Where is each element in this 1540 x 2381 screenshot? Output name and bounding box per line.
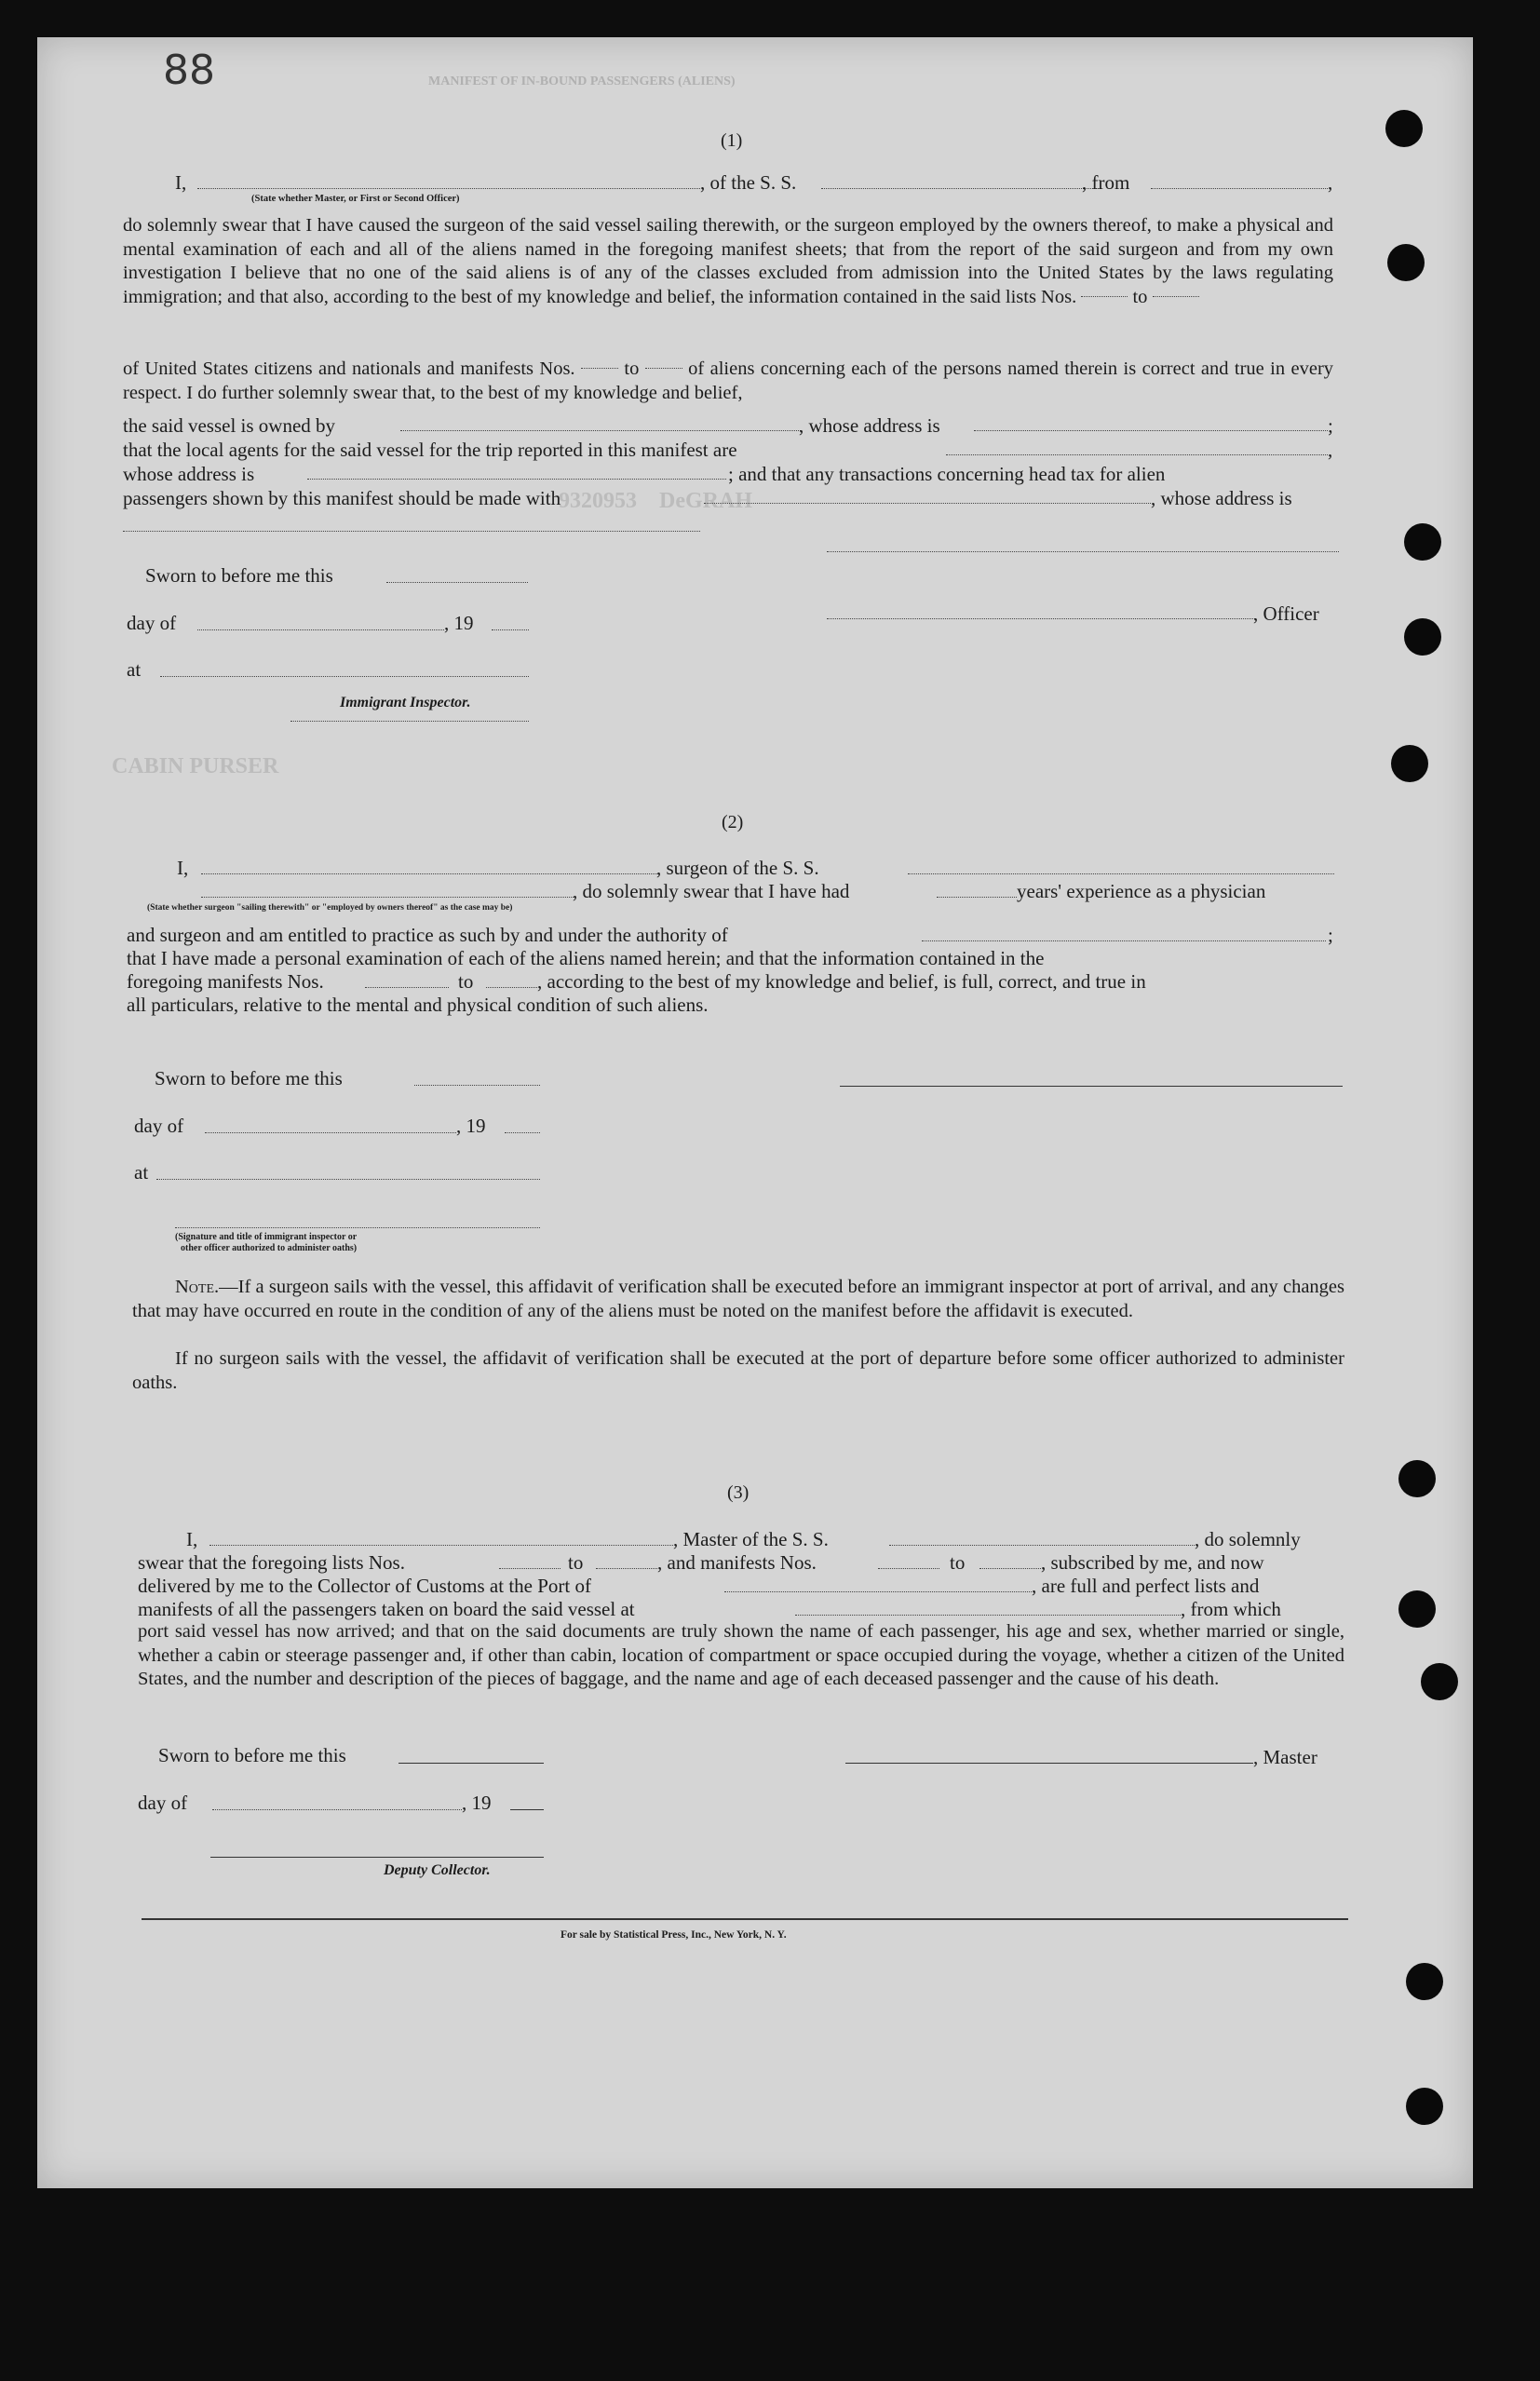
master-vessel-field[interactable] bbox=[889, 1545, 1195, 1546]
surgeon-of-label: , surgeon of the S. S. bbox=[656, 857, 819, 879]
sworn-label-1: Sworn to before me this bbox=[145, 564, 333, 587]
section-1-heading: (1) bbox=[721, 130, 743, 151]
day-of-field-3[interactable] bbox=[212, 1809, 462, 1810]
para-text: do solemnly swear that I have caused the surgeon of the said vessel sailing therewith, or the surgeon employed by the owners thereof, to make a physical and mental examination of each and all of the aliens named in the foregoing manifest sheets; that from the report of the said surgeon and from my own investigation I believe that no one of the said aliens is of any of the classes excluded from admission into the United States by the laws regulating immigration; and that also, according to the best of my knowledge and belief, the information contained in the said lists Nos. bbox=[123, 215, 1333, 307]
binder-hole bbox=[1385, 110, 1423, 147]
master-label: , Master bbox=[1253, 1746, 1317, 1768]
binder-hole bbox=[1387, 244, 1425, 281]
section-1-paragraph-2 bbox=[123, 358, 1333, 405]
manifests-from-field-3[interactable] bbox=[878, 1568, 939, 1569]
section-1-paragraph bbox=[123, 214, 1333, 309]
officer-i: I, bbox=[175, 171, 187, 194]
year-label-1: , 19 bbox=[444, 612, 474, 634]
master-name-field[interactable] bbox=[209, 1545, 673, 1546]
surgeon-signature-field[interactable] bbox=[840, 1086, 1343, 1087]
year-field-1[interactable] bbox=[492, 629, 529, 630]
port-field[interactable] bbox=[724, 1591, 1032, 1592]
to-label-3b: to bbox=[950, 1551, 966, 1574]
years-field[interactable] bbox=[937, 897, 1017, 898]
year-field-2[interactable] bbox=[505, 1132, 540, 1133]
officer-name-field[interactable] bbox=[197, 188, 700, 189]
agents-address-label: whose address is bbox=[123, 463, 255, 485]
authority-semicolon: ; bbox=[1328, 924, 1333, 946]
head-tax-text: ; and that any transactions concerning head tax for alien bbox=[728, 463, 1166, 485]
binder-hole bbox=[1421, 1663, 1458, 1700]
lists-from-field-3[interactable] bbox=[499, 1568, 561, 1569]
particulars-text: all particulars, relative to the mental and physical condition of such aliens. bbox=[127, 994, 709, 1016]
inspector-signature-field[interactable] bbox=[290, 721, 529, 722]
lists-to-field[interactable] bbox=[1153, 296, 1199, 297]
lists-to-field-3[interactable] bbox=[596, 1568, 657, 1569]
agents-address-field[interactable] bbox=[307, 479, 726, 480]
owner-semicolon: ; bbox=[1328, 414, 1333, 437]
lists-from-field[interactable] bbox=[1081, 296, 1128, 297]
agents-label: that the local agents for the said vessel for the trip reported in this manifest are bbox=[123, 439, 737, 461]
binder-hole bbox=[1398, 1460, 1436, 1497]
officer-label: , Officer bbox=[1253, 602, 1319, 625]
para-text: of United States citizens and nationals and manifests Nos. bbox=[123, 359, 575, 379]
master-i: I, bbox=[186, 1528, 198, 1550]
manifests-to-field-3[interactable] bbox=[979, 1568, 1041, 1569]
bleed-through-text: MANIFEST OF IN-BOUND PASSENGERS (ALIENS) bbox=[428, 74, 736, 88]
officer-signature-line-top[interactable] bbox=[827, 551, 1339, 552]
passengers-label: passengers shown by this manifest should be made with bbox=[123, 487, 561, 509]
agents-field[interactable] bbox=[946, 454, 1328, 455]
sworn-date-field-1[interactable] bbox=[386, 582, 528, 583]
manifests-to-label: to bbox=[458, 970, 474, 993]
immigrant-inspector-label: Immigrant Inspector. bbox=[340, 695, 471, 710]
and-manifests-label: , and manifests Nos. bbox=[657, 1551, 817, 1574]
sworn-label-3: Sworn to before me this bbox=[158, 1744, 346, 1766]
manifest-to-field[interactable] bbox=[645, 368, 682, 369]
from-comma: , bbox=[1328, 171, 1333, 194]
manifests-all-label: manifests of all the passengers taken on board the said vessel at bbox=[138, 1598, 635, 1620]
year-field-3[interactable] bbox=[510, 1809, 544, 1810]
section-3-heading: (3) bbox=[727, 1482, 750, 1503]
note-text: —If a surgeon sails with the vessel, this affidavit of verification shall be executed before an immigrant inspector at port of arrival, and any changes that may have occurred en route in the condition of any of the aliens must be noted on the manifest before the affidavit is executed. bbox=[132, 1277, 1344, 1321]
delivered-label: delivered by me to the Collector of Customs at the Port of bbox=[138, 1575, 591, 1597]
owner-address-field[interactable] bbox=[974, 430, 1328, 431]
vessel-name-field[interactable] bbox=[821, 188, 1101, 189]
signature-hint-1: (Signature and title of immigrant inspector or bbox=[175, 1232, 358, 1242]
day-of-field-1[interactable] bbox=[197, 629, 444, 630]
handwritten-page-number: 88 bbox=[163, 47, 215, 94]
binder-hole bbox=[1391, 745, 1428, 782]
officer-signature-field[interactable] bbox=[827, 618, 1255, 619]
footer-imprint: For sale by Statistical Press, Inc., New York, N. Y. bbox=[561, 1929, 787, 1941]
owner-field[interactable] bbox=[400, 430, 801, 431]
exam-text: that I have made a personal examination of each of the aliens named herein; and that the information contained in the bbox=[127, 947, 1045, 969]
sworn-label-2: Sworn to before me this bbox=[155, 1067, 343, 1089]
swear-label: , do solemnly swear that I have had bbox=[573, 880, 850, 902]
from-port-field[interactable] bbox=[1151, 188, 1328, 189]
at-label-1: at bbox=[127, 658, 142, 681]
inspector-signature-field-2[interactable] bbox=[175, 1227, 540, 1228]
day-of-label-2: day of bbox=[134, 1115, 184, 1137]
deputy-collector-label: Deputy Collector. bbox=[384, 1862, 491, 1878]
year-label-2: , 19 bbox=[456, 1115, 486, 1137]
years-label: years' experience as a physician bbox=[1017, 880, 1266, 902]
deputy-signature-field[interactable] bbox=[210, 1857, 544, 1858]
agents-comma: , bbox=[1328, 439, 1333, 461]
master-signature-field[interactable] bbox=[845, 1763, 1253, 1764]
at-field-2[interactable] bbox=[156, 1179, 540, 1180]
footer-rule bbox=[142, 1918, 1348, 1920]
para-text: therein is correct and true in every respect. I do further solemnly swear that, to the best of my knowledge and belief, bbox=[123, 359, 1334, 403]
binder-hole bbox=[1404, 618, 1441, 656]
surgeon-i: I, bbox=[177, 857, 189, 879]
at-field-1[interactable] bbox=[160, 676, 529, 677]
from-label: , from bbox=[1082, 171, 1130, 194]
manifests-to-field[interactable] bbox=[486, 987, 537, 988]
authority-field[interactable] bbox=[922, 940, 1326, 941]
section-3-paragraph: port said vessel has now arrived; and that on the said documents are truly shown the name of each passenger, his age and sex, whether married or single, whether a cabin or steerage passenger and, if other than cabin, location of compartment or space occupied during the voyage, whether a citizen of the United States, and the number and description of the pieces of baggage, and the name and age of each deceased passenger and the cause of his death. bbox=[138, 1621, 1344, 1690]
head-tax-contact-field[interactable] bbox=[704, 503, 1151, 504]
manifests-text: , according to the best of my knowledge and belief, is full, correct, and true in bbox=[537, 970, 1146, 993]
surgeon-hint: (State whether surgeon "sailing therewith" or "employed by owners thereof" as the case may be) bbox=[147, 903, 513, 913]
note-label: Note. bbox=[175, 1277, 220, 1297]
manifest-from-field[interactable] bbox=[581, 368, 618, 369]
owner-address-label: , whose address is bbox=[799, 414, 940, 437]
officer-hint: (State whether Master, or First or Second Officer) bbox=[251, 194, 460, 204]
manifests-label: foregoing manifests Nos. bbox=[127, 970, 324, 993]
binder-hole bbox=[1406, 1963, 1443, 2000]
contact-address-label: , whose address is bbox=[1151, 487, 1292, 509]
subscribed-text: , subscribed by me, and now bbox=[1041, 1551, 1264, 1574]
signature-hint-2: other officer authorized to administer oaths) bbox=[181, 1243, 358, 1253]
master-of-label: , Master of the S. S. bbox=[673, 1528, 829, 1550]
year-label-3: , 19 bbox=[462, 1792, 492, 1814]
bleed-through-text: CABIN PURSER bbox=[112, 754, 279, 778]
bleed-through-text: 9320953 DeGRAH bbox=[559, 489, 752, 513]
surgeon-vessel-field[interactable] bbox=[908, 873, 1334, 874]
to-label-3a: to bbox=[568, 1551, 584, 1574]
contact-address-field[interactable] bbox=[123, 531, 700, 532]
surgeon-status-field[interactable] bbox=[201, 897, 574, 898]
binder-hole bbox=[1406, 2088, 1443, 2125]
day-of-field-2[interactable] bbox=[205, 1132, 456, 1133]
boarding-port-field[interactable] bbox=[795, 1615, 1181, 1616]
at-label-2: at bbox=[134, 1161, 149, 1184]
binder-hole bbox=[1404, 523, 1441, 561]
of-ss-label: , of the S. S. bbox=[700, 171, 797, 194]
day-of-label-3: day of bbox=[138, 1792, 188, 1814]
sworn-date-field-3[interactable] bbox=[399, 1763, 544, 1764]
solemnly-label: , do solemnly bbox=[1195, 1528, 1301, 1550]
day-of-label-1: day of bbox=[127, 612, 177, 634]
binder-hole bbox=[1398, 1590, 1436, 1628]
to-label: to bbox=[624, 359, 640, 379]
full-perfect-text: , are full and perfect lists and bbox=[1032, 1575, 1260, 1597]
note-paragraph-2: If no surgeon sails with the vessel, the affidavit of verification shall be executed at the port of departure before some officer authorized to administer oaths. bbox=[132, 1348, 1344, 1393]
swear-lists-label: swear that the foregoing lists Nos. bbox=[138, 1551, 405, 1574]
from-which-text: , from which bbox=[1181, 1598, 1281, 1620]
note-paragraph bbox=[132, 1276, 1344, 1323]
document-page bbox=[37, 37, 1473, 2188]
owned-label: the said vessel is owned by bbox=[123, 414, 336, 437]
manifests-from-field[interactable] bbox=[365, 987, 449, 988]
sworn-date-field-2[interactable] bbox=[414, 1085, 540, 1086]
section-2-heading: (2) bbox=[722, 812, 744, 832]
para-text: of aliens concerning each of the persons named bbox=[688, 359, 1059, 379]
authority-label: and surgeon and am entitled to practice as such by and under the authority of bbox=[127, 924, 728, 946]
to-label: to bbox=[1132, 286, 1148, 307]
surgeon-name-field[interactable] bbox=[201, 873, 657, 874]
